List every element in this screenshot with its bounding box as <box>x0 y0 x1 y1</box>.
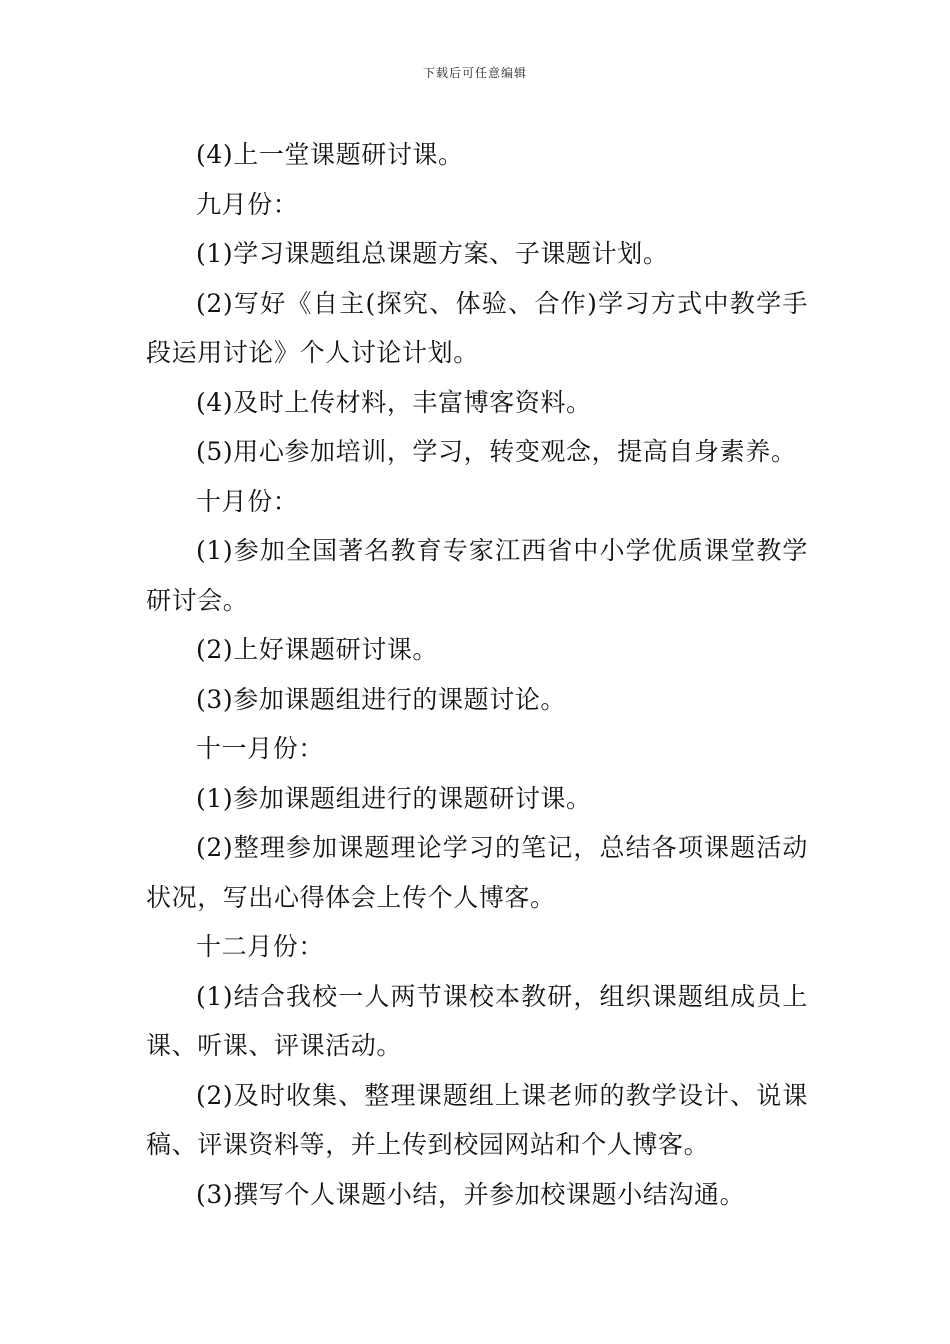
section-heading: 十月份： <box>196 486 299 516</box>
paragraph: (2)上好课题研讨课。 <box>196 635 439 664</box>
paragraph: (4)上一堂课题研讨课。 <box>196 140 464 169</box>
paragraph: (3)撰写个人课题小结，并参加校课题小结沟通。 <box>196 1179 746 1209</box>
paragraph: (4)及时上传材料，丰富博客资料。 <box>196 387 592 417</box>
paragraph: (3)参加课题组进行的课题讨论。 <box>196 684 567 714</box>
section-heading: 十一月份： <box>196 734 325 763</box>
paragraph: (1)参加全国著名教育专家江西省中小学优质课堂教学研讨会。 <box>146 536 808 615</box>
section-heading: 九月份： <box>196 189 299 219</box>
paragraph: (2)整理参加课题理论学习的笔记，总结各项课题活动状况，写出心得体会上传个人博客。 <box>146 833 808 912</box>
paragraph: (2)写好《自主(探究、体验、合作)学习方式中教学手段运用讨论》个人讨论计划。 <box>146 288 808 367</box>
page-header: 下载后可任意编辑 <box>422 66 527 80</box>
document-body <box>146 130 808 1219</box>
section-heading: 十二月份： <box>196 932 325 961</box>
paragraph: (1)学习课题组总课题方案、子课题计划。 <box>196 239 669 268</box>
paragraph: (1)参加课题组进行的课题研讨课。 <box>196 783 592 813</box>
paragraph: (2)及时收集、整理课题组上课老师的教学设计、说课稿、评课资料等，并上传到校园网站和个人博客。 <box>146 1080 808 1159</box>
paragraph: (5)用心参加培训，学习，转变观念，提高自身素养。 <box>196 437 797 466</box>
paragraph: (1)结合我校一人两节课校本教研，组织课题组成员上课、听课、评课活动。 <box>146 981 808 1060</box>
